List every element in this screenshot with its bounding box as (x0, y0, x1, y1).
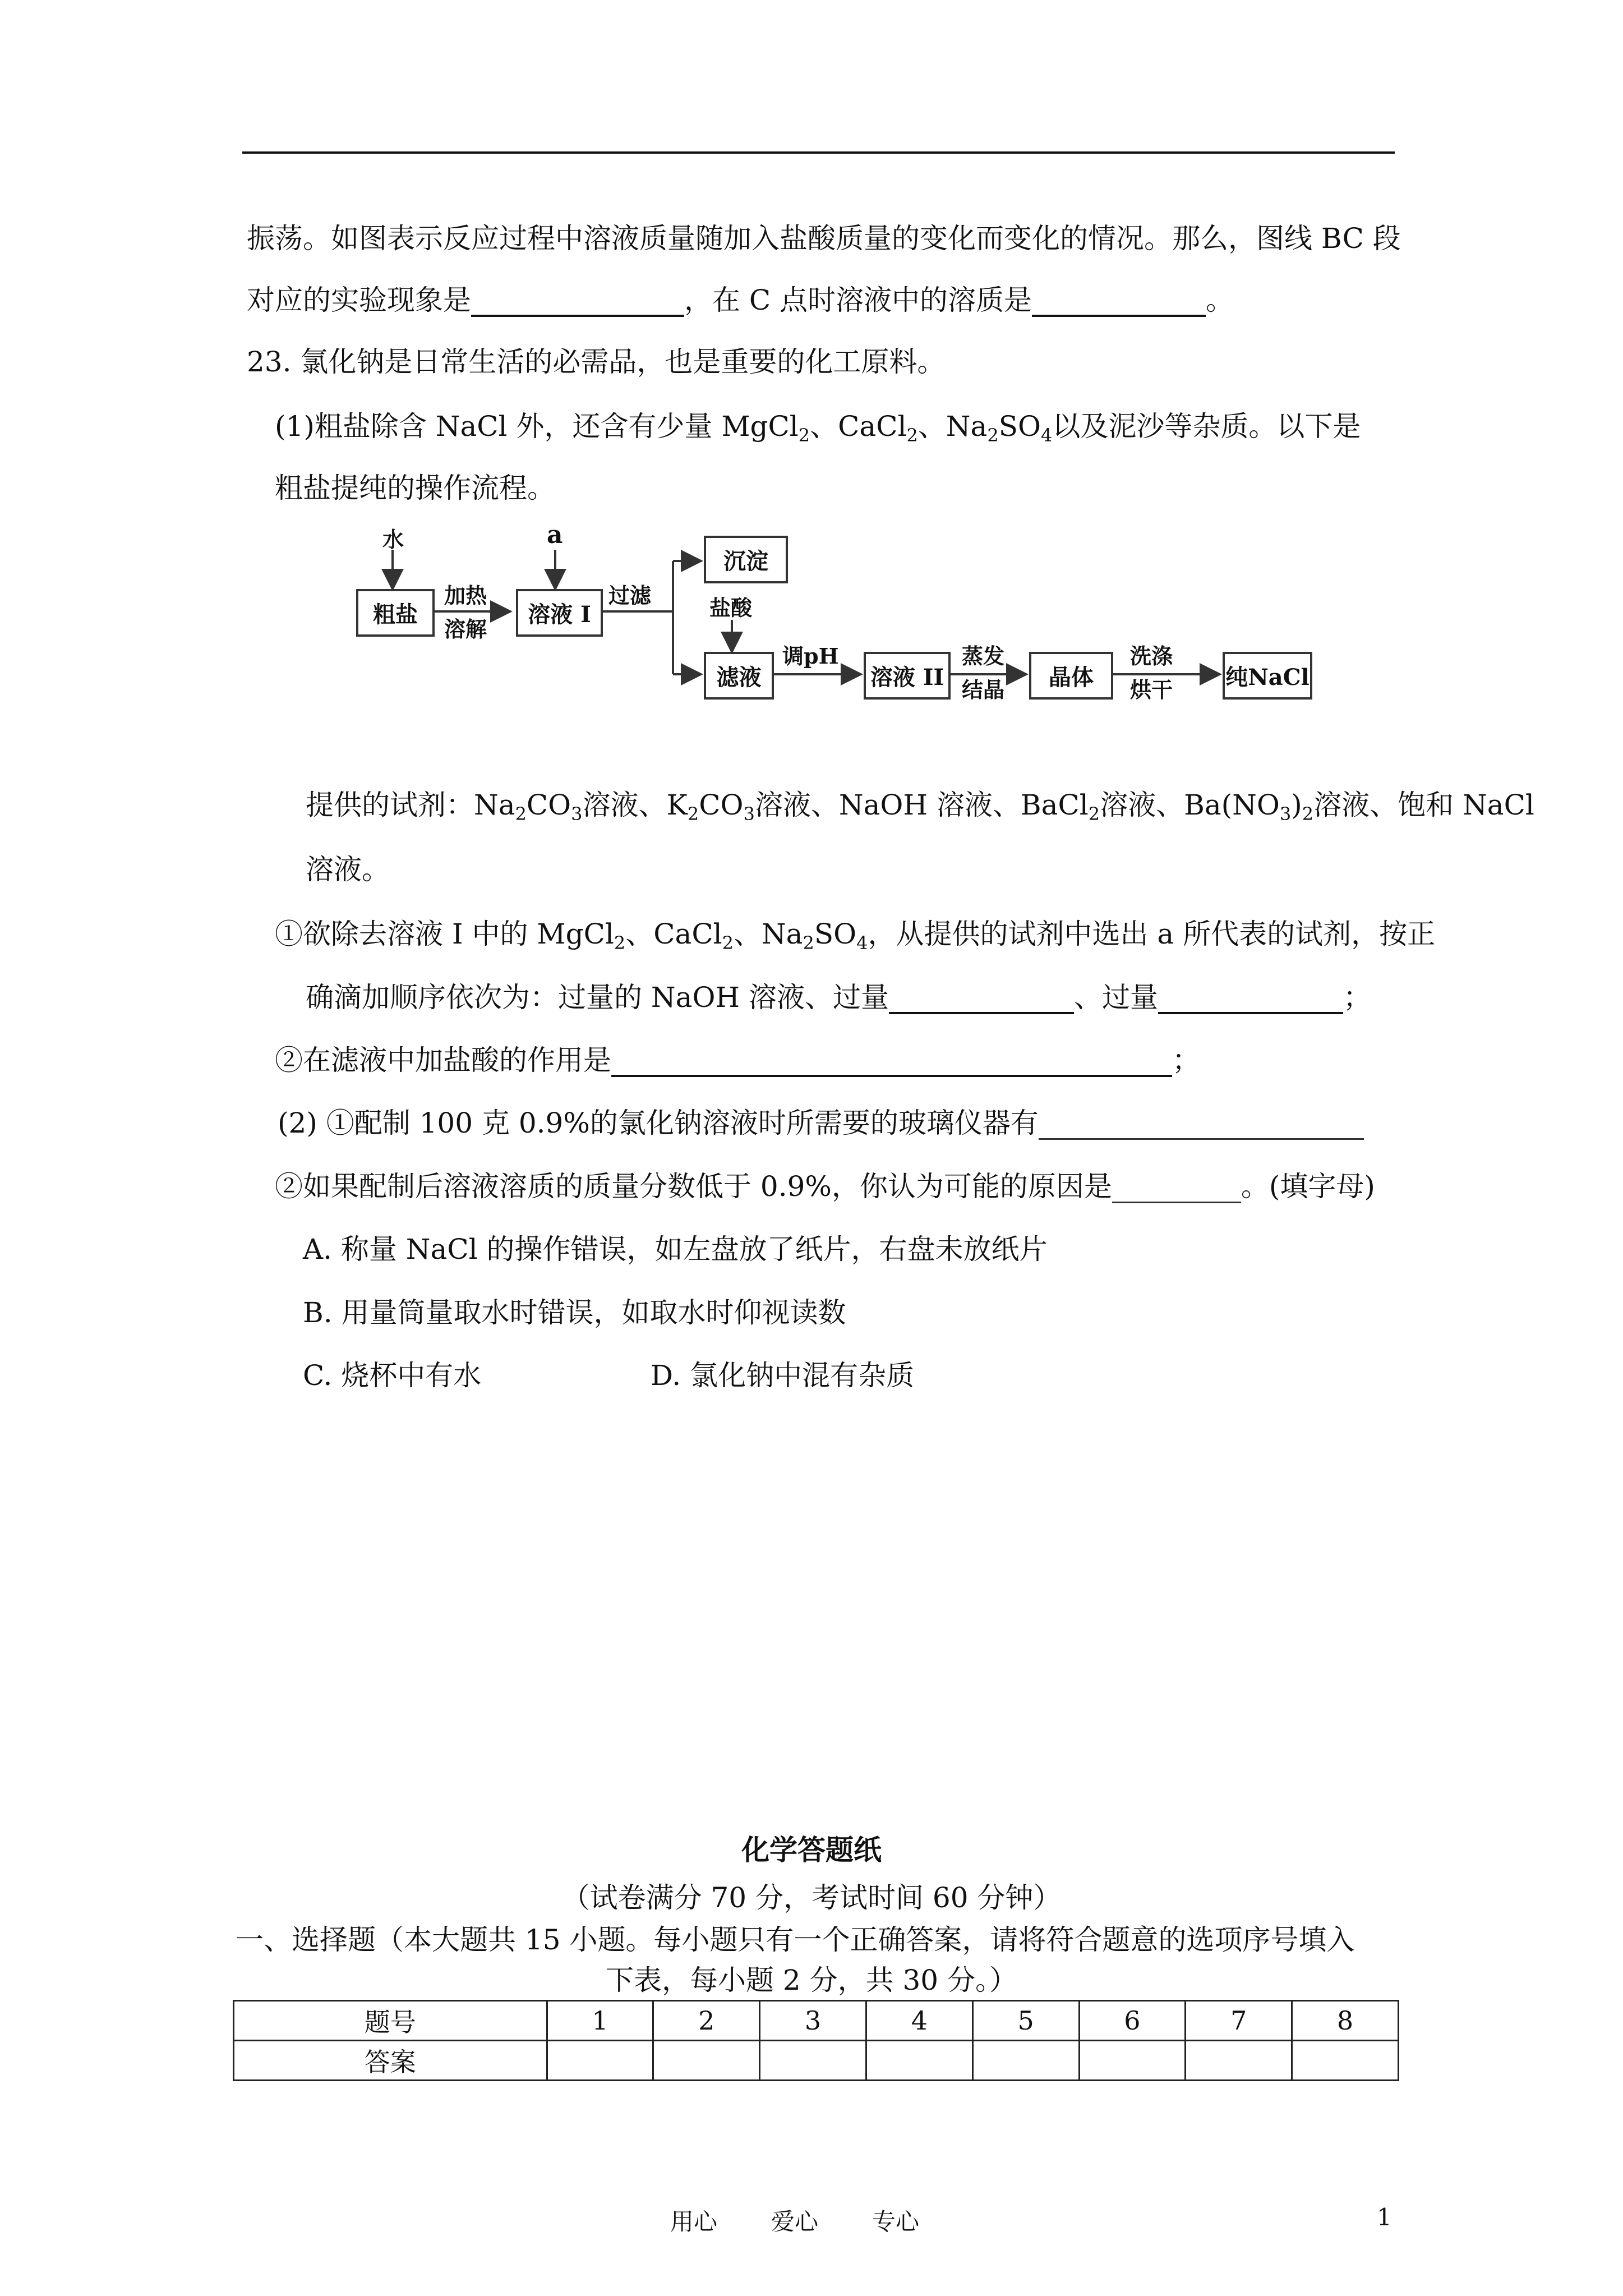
reagents-text: CO (526, 789, 571, 821)
flow-heat-label: 加热 (444, 583, 487, 608)
q23-p1-text-d: SO (998, 410, 1041, 443)
question-number: 4 (866, 2001, 972, 2041)
flow-dry-label: 烘干 (1130, 677, 1173, 702)
footer-motto-3: 专心 (872, 2208, 920, 2235)
sub: 4 (856, 932, 868, 954)
q23-sub1-text: 、CaCl (625, 918, 722, 950)
flow-pure-nacl-box (1223, 652, 1312, 700)
q23-reagents-line2: 溶液。 (306, 853, 390, 886)
footer-motto-2: 爱心 (771, 2208, 819, 2235)
answer-cell[interactable] (653, 2041, 760, 2081)
table-row (234, 2041, 1399, 2081)
header-rule (242, 151, 1395, 154)
q23-sub1-line2 (306, 981, 1371, 1014)
q23-sub1-line2-end: ； (1343, 981, 1371, 1014)
q23-hcl-purpose-blank[interactable] (611, 1046, 1172, 1077)
question-number: 1 (547, 2001, 653, 2041)
q23-sub2-text: ②在滤液中加盐酸的作用是 (275, 1044, 611, 1076)
q23-reason-blank[interactable] (1112, 1172, 1241, 1203)
q23-p1-text-e: 以及泥沙等杂质。以下是 (1052, 410, 1361, 443)
table-row (234, 2001, 1399, 2041)
flow-precipitate-label: 沉淀 (723, 548, 768, 574)
q23-sub2-line (275, 1043, 1200, 1077)
answer-cell[interactable] (1292, 2041, 1399, 2081)
sub: 2 (614, 932, 626, 954)
answer-cell[interactable] (866, 2041, 972, 2081)
sub: 2 (906, 425, 918, 446)
question-number: 5 (972, 2001, 1079, 2041)
flow-precipitate-box (704, 536, 788, 583)
question-number: 7 (1186, 2001, 1292, 2041)
q22-solute-label: ，在 C 点时溶液中的溶质是 (684, 284, 1032, 316)
flow-solution2-label: 溶液 II (870, 664, 944, 691)
flow-pure-nacl-label: 纯NaCl (1225, 664, 1310, 691)
q23-option-d: D. 氯化钠中混有杂质 (651, 1359, 915, 1392)
q23-part2-line2 (275, 1170, 1375, 1203)
flow-crude-salt-box (356, 589, 435, 637)
flow-wash-label: 洗涤 (1130, 643, 1173, 669)
q23-sub1-line2-text: 确滴加顺序依次为：过量的 NaOH 溶液、过量 (306, 981, 889, 1014)
flow-diagram (336, 521, 1324, 718)
row-header-answer: 答案 (234, 2041, 547, 2081)
reagents-text: 溶液、Ba(NO (1100, 789, 1280, 821)
flow-adjust-ph-label: 调pH (782, 643, 839, 669)
reagents-text: 溶液、饱和 NaCl (1313, 789, 1534, 821)
q23-sub1-line1 (275, 917, 1436, 954)
q23-part2-q2-text: ②如果配制后溶液溶质的质量分数低于 0.9%，你认为可能的原因是 (275, 1170, 1112, 1203)
answer-sheet-subtitle: （试卷满分 70 分，考试时间 60 分钟） (561, 1881, 1062, 1914)
reagents-text: CO (699, 789, 744, 821)
sub: 2 (687, 803, 699, 825)
q23-glassware-blank[interactable] (1039, 1109, 1364, 1140)
flow-water-label: 水 (382, 527, 404, 552)
reagents-text: 提供的试剂：Na (306, 789, 515, 821)
q23-p1-text-c: 、Na (917, 410, 988, 443)
flow-crystallize-label: 结晶 (962, 677, 1005, 702)
q23-sub1-text: SO (814, 918, 857, 950)
page-number: 1 (1377, 2203, 1392, 2231)
answer-cell[interactable] (1186, 2041, 1292, 2081)
answer-cell[interactable] (1079, 2041, 1186, 2081)
q22-end: 。 (1206, 284, 1234, 316)
flow-filtrate-box (704, 652, 774, 700)
q23-p1-text-b: 、CaCl (810, 410, 907, 443)
q23-part2-text: (2) ①配制 100 克 0.9%的氯化钠溶液时所需要的玻璃仪器有 (278, 1107, 1039, 1139)
sub: 3 (1279, 803, 1292, 825)
q23-option-b: B. 用量筒量取水时错误，如取水时仰视读数 (303, 1296, 846, 1329)
q23-option-a: A. 称量 NaCl 的操作错误，如左盘放了纸片，右盘未放纸片 (303, 1233, 1048, 1266)
flow-crystal-label: 晶体 (1049, 664, 1094, 691)
sub: 2 (722, 932, 734, 954)
flow-filter-label: 过滤 (608, 583, 652, 608)
question-number: 6 (1079, 2001, 1186, 2041)
sub: 2 (987, 425, 999, 446)
sub: 3 (571, 803, 583, 825)
q23-reagent2-blank[interactable] (1158, 983, 1343, 1014)
answer-sheet-title: 化学答题纸 (741, 1833, 882, 1866)
answer-table (233, 2000, 1399, 2081)
q23-option-c: C. 烧杯中有水 (303, 1359, 482, 1392)
q23-sub2-end: ； (1172, 1044, 1200, 1076)
footer-motto-1: 用心 (670, 2208, 718, 2235)
question-number: 2 (653, 2001, 760, 2041)
q22-phenomenon-blank[interactable] (471, 286, 684, 317)
flow-crude-salt-label: 粗盐 (373, 601, 418, 628)
flow-evaporate-label: 蒸发 (962, 643, 1005, 669)
flow-filtrate-label: 滤液 (716, 664, 762, 691)
sub: 3 (743, 803, 755, 825)
question-number: 3 (760, 2001, 866, 2041)
q22-solute-blank[interactable] (1032, 286, 1206, 317)
q23-part1-line2: 粗盐提纯的操作流程。 (275, 472, 555, 504)
q23-sub1-text: ，从提供的试剂中选出 a 所代表的试剂，按正 (868, 918, 1436, 950)
section1-instructions-line2: 下表，每小题 2 分，共 30 分。） (605, 1964, 1017, 1996)
reagents-text: 溶液、NaOH 溶液、BaCl (754, 789, 1089, 821)
q22-line2 (247, 283, 1234, 317)
q23-reagent1-blank[interactable] (889, 983, 1074, 1014)
reagents-text: 溶液、K (582, 789, 688, 821)
q23-part2-q2-end: 。(填字母) (1241, 1170, 1375, 1203)
q22-phenomenon-label: 对应的实验现象是 (247, 284, 471, 316)
question-number: 8 (1292, 2001, 1399, 2041)
sub: 2 (1088, 803, 1100, 825)
sub: 4 (1040, 425, 1053, 446)
q23-part1-line1 (275, 409, 1361, 446)
q23-sub1-text: 、Na (733, 918, 803, 950)
flow-solution1-label: 溶液 I (528, 601, 591, 628)
answer-cell[interactable] (760, 2041, 866, 2081)
section1-instructions-line1: 一、选择题（本大题共 15 小题。每小题只有一个正确答案，请将符合题意的选项序号填入 (236, 1924, 1355, 1956)
flow-crystal-box (1029, 652, 1113, 700)
answer-cell[interactable] (547, 2041, 653, 2081)
q23-sub1-text: ①欲除去溶液 I 中的 MgCl (275, 918, 614, 950)
q22-line1: 振荡。如图表示反应过程中溶液质量随加入盐酸质量的变化而变化的情况。那么，图线 BC 段 (247, 222, 1401, 255)
q23-part2-line1 (278, 1106, 1364, 1140)
flow-dissolve-label: 溶解 (444, 616, 487, 642)
reagents-text: ) (1291, 789, 1302, 821)
q23-sub1-line2-sep: 、过量 (1073, 981, 1158, 1014)
sub: 2 (798, 425, 810, 446)
sub: 2 (803, 932, 814, 954)
q23-reagents-line1 (306, 788, 1534, 825)
row-header-question: 题号 (234, 2001, 547, 2041)
answer-cell[interactable] (972, 2041, 1079, 2081)
flow-reagent-a-label: a (547, 521, 563, 549)
q23-title: 23. 氯化钠是日常生活的必需品，也是重要的化工原料。 (247, 346, 946, 378)
sub: 2 (1302, 803, 1314, 825)
sub: 2 (515, 803, 527, 825)
flow-hcl-label: 盐酸 (709, 595, 753, 620)
flow-solution1-box (516, 589, 603, 637)
q23-p1-text-a: (1)粗盐除含 NaCl 外，还含有少量 MgCl (275, 410, 799, 443)
flow-solution2-box (864, 652, 951, 700)
